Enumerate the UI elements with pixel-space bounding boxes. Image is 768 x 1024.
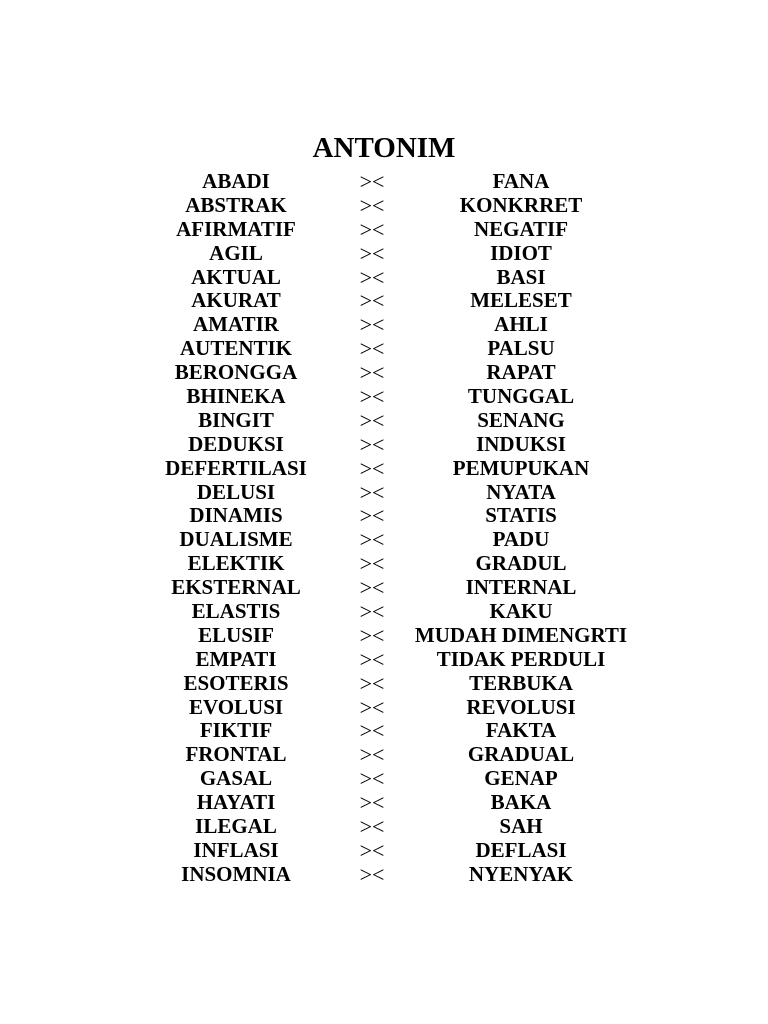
separator: >< [359,264,385,290]
antonym-word: IDIOT [490,240,552,265]
separator: >< [359,718,385,744]
antonym-row [0,481,768,505]
antonym-word: BASI [496,264,546,289]
antonym-word: PADU [492,527,550,552]
word: DINAMIS [189,503,283,528]
word: ELASTIS [191,599,281,624]
separator: >< [359,646,385,672]
word: INSOMNIA [181,861,291,886]
antonym-row [0,457,768,481]
separator: >< [359,790,385,816]
antonym-row [0,170,768,194]
word: ABSTRAK [185,192,287,217]
page-title: ANTONIM [312,132,456,164]
separator: >< [359,455,385,481]
antonym-row [0,839,768,863]
antonym-word: TIDAK PERDULI [436,646,606,671]
antonym-word: MELESET [470,288,572,313]
antonym-word: TUNGGAL [467,384,575,409]
antonym-row [0,743,768,767]
antonym-row [0,719,768,743]
separator: >< [359,503,385,529]
antonym-word: TERBUKA [469,670,573,695]
antonym-word: INDUKSI [476,431,566,456]
separator: >< [359,766,385,792]
antonym-word: GENAP [484,766,558,791]
separator: >< [359,861,385,887]
antonym-row [0,242,768,266]
antonym-word: FANA [492,169,550,193]
antonym-word: NEGATIF [473,216,569,241]
antonym-word: DEFLASI [475,837,567,862]
separator: >< [359,814,385,840]
separator: >< [359,336,385,362]
antonym-row [0,863,768,887]
word: AKURAT [191,288,281,313]
word: FIKTIF [199,718,273,743]
word: BHINEKA [186,384,286,409]
word: AKTUAL [191,264,281,289]
antonym-word: NYENYAK [468,861,574,886]
antonym-row [0,194,768,218]
separator: >< [359,216,385,242]
separator: >< [359,479,385,505]
separator: >< [359,742,385,768]
antonym-word: MUDAH DIMENGRTI [414,622,628,647]
separator: >< [359,240,385,266]
antonym-word: SAH [499,814,543,839]
separator: >< [359,169,385,194]
antonym-word: GRADUAL [467,742,575,767]
antonym-word: STATIS [485,503,557,528]
antonym-row [0,313,768,337]
word: FRONTAL [185,742,287,767]
word: BINGIT [198,407,274,432]
antonym-row [0,624,768,648]
word: AGIL [209,240,263,265]
word: AFIRMATIF [176,216,296,241]
antonym-word: PALSU [487,336,555,361]
antonym-word: KAKU [489,599,553,624]
antonym-row [0,433,768,457]
antonym-row [0,361,768,385]
antonym-row [0,218,768,242]
word: ELEKTIK [187,551,285,576]
word: DELUSI [196,479,276,504]
antonym-word: RAPAT [486,360,556,385]
antonym-word: INTERNAL [465,575,577,600]
antonym-row [0,815,768,839]
word: AMATIR [193,312,279,337]
word: ABADI [202,169,270,193]
word: ELUSIF [198,622,274,647]
antonym-row [0,385,768,409]
antonym-row [0,289,768,313]
antonym-row [0,767,768,791]
antonym-word: REVOLUSI [466,694,576,719]
antonym-word: BAKA [490,790,552,815]
separator: >< [359,837,385,863]
separator: >< [359,622,385,648]
antonym-row [0,672,768,696]
antonym-row [0,337,768,361]
separator: >< [359,527,385,553]
separator: >< [359,599,385,625]
antonym-list [0,170,768,887]
separator: >< [359,694,385,720]
antonym-word: PEMUPUKAN [452,455,590,480]
antonym-row [0,409,768,433]
antonym-row [0,528,768,552]
separator: >< [359,670,385,696]
word: DEFERTILASI [165,455,307,480]
separator: >< [359,288,385,314]
antonym-word: KONKRRET [459,192,583,217]
antonym-row [0,552,768,576]
antonym-row [0,600,768,624]
word: INFLASI [193,837,279,862]
word: DEDUKSI [188,431,284,456]
antonym-word: SENANG [477,407,565,432]
antonym-word: AHLI [494,312,548,337]
separator: >< [359,192,385,218]
word: ESOTERIS [183,670,289,695]
word: GASAL [199,766,273,791]
antonym-word: FAKTA [485,718,557,743]
antonym-row [0,648,768,672]
antonym-row [0,576,768,600]
antonym-row [0,266,768,290]
separator: >< [359,360,385,386]
separator: >< [359,431,385,457]
separator: >< [359,575,385,601]
separator: >< [359,312,385,338]
word: EMPATI [195,646,277,671]
antonym-row [0,791,768,815]
separator: >< [359,551,385,577]
word: BERONGGA [174,360,298,385]
word: EVOLUSI [188,694,284,719]
antonym-row [0,504,768,528]
separator: >< [359,384,385,410]
antonym-word: GRADUL [475,551,567,576]
antonym-row [0,696,768,720]
word: DUALISME [179,527,293,552]
separator: >< [359,407,385,433]
word: EKSTERNAL [171,575,301,600]
word: HAYATI [196,790,276,815]
word: AUTENTIK [179,336,293,361]
antonym-word: NYATA [486,479,556,504]
word: ILEGAL [195,814,277,839]
